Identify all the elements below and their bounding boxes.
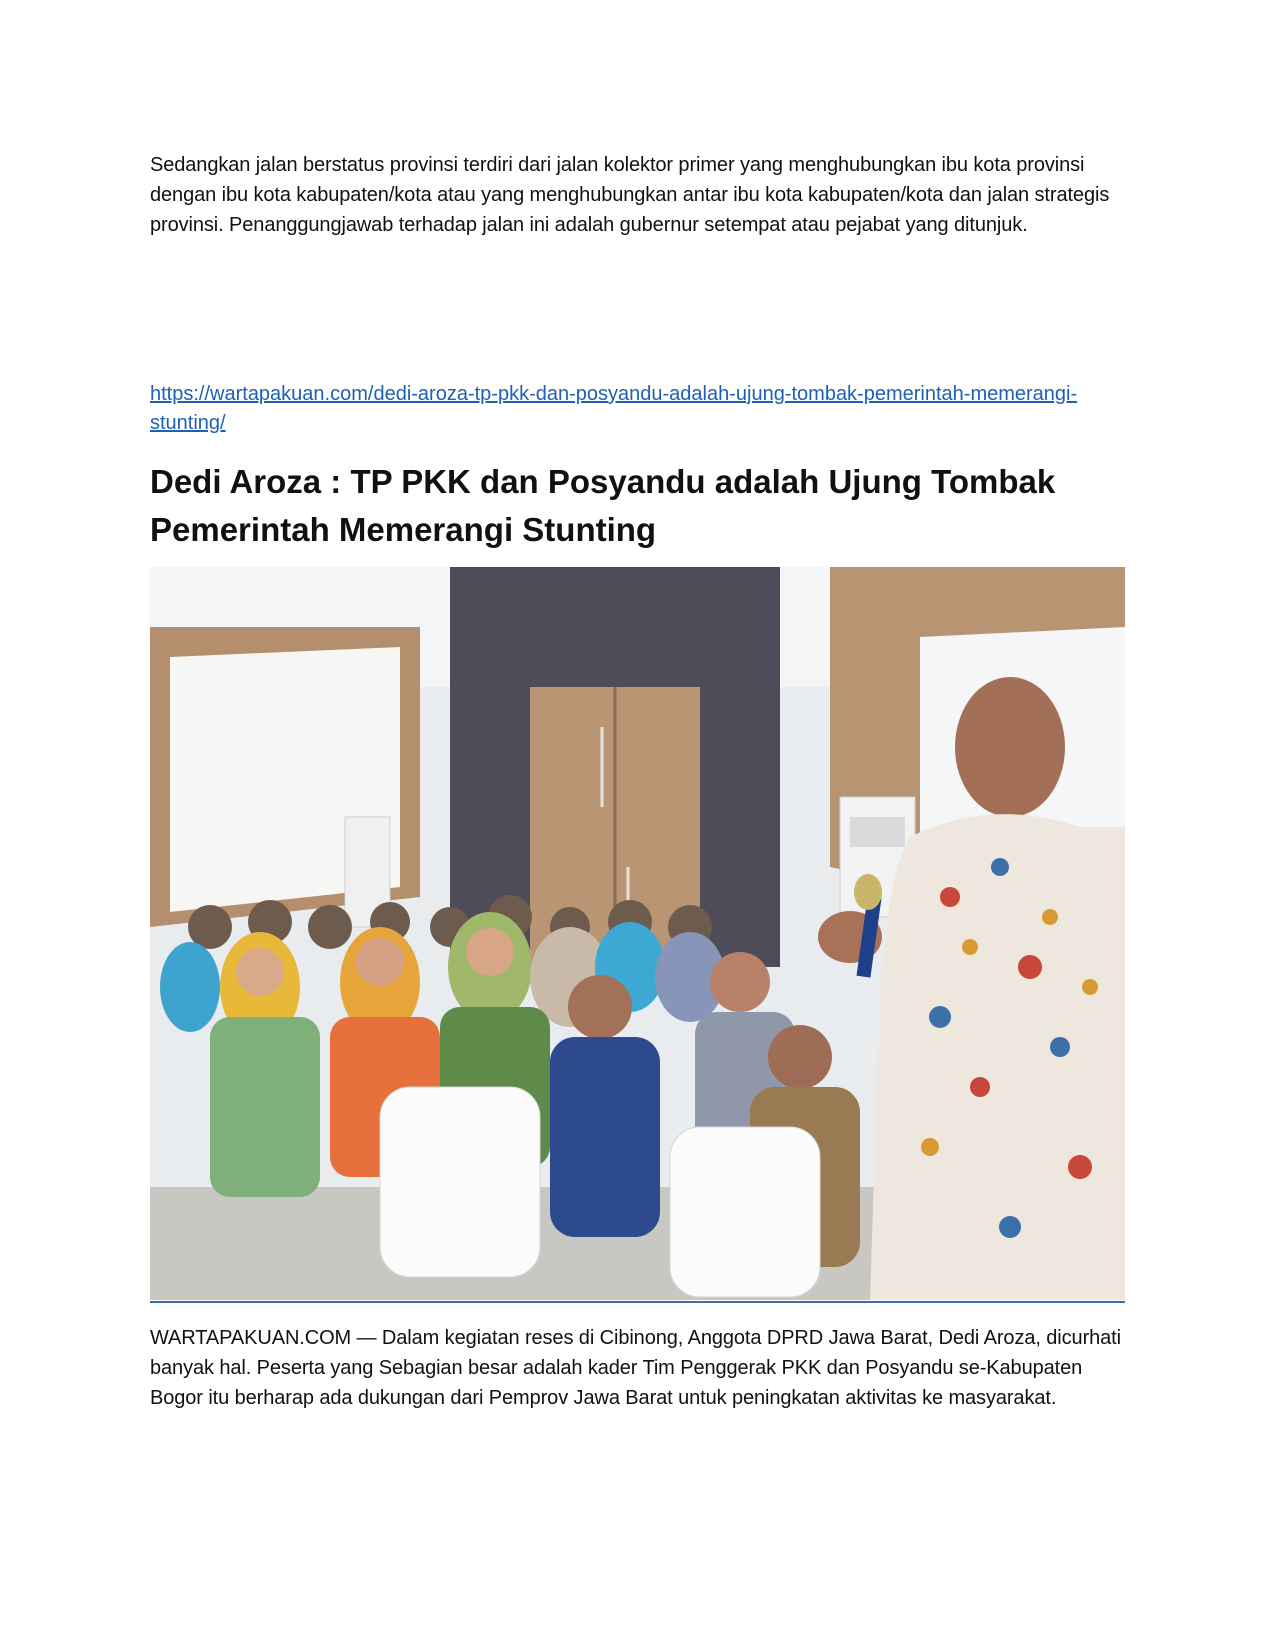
intro-paragraph: Sedangkan jalan berstatus provinsi terdiri dari jalan kolektor primer yang menghubungkan ibu kota provinsi dengan ibu kota kabupaten/kota atau yang menghubungkan antar ibu kota kabupaten/kota dan jalan strategis provinsi. Penanggungjawab terhadap jalan ini adalah gubernur setempat atau pejabat yang ditunjuk. [150, 154, 1110, 236]
source-link-container [150, 380, 1125, 438]
photo-illustration [150, 567, 1125, 1300]
article-title: Dedi Aroza : TP PKK dan Posyandu adalah Ujung Tombak Pemerintah Memerangi Stunting [150, 463, 1056, 548]
source-link[interactable]: https://wartapakuan.com/dedi-aroza-tp-pkk-dan-posyandu-adalah-ujung-tombak-pemerintah-memerangi-stunting/ [150, 383, 1078, 434]
article-body-paragraph: WARTAPAKUAN.COM — Dalam kegiatan reses di Cibinong, Anggota DPRD Jawa Barat, Dedi Aroza, dicurhati banyak hal. Peserta yang Sebagian besar adalah kader Tim Penggerak PKK dan Posyandu se-Kabupaten Bogor itu berharap ada dukungan dari Pemprov Jawa Barat untuk peningkatan aktivitas ke masyarakat. [150, 1327, 1121, 1409]
image-caption-rule [150, 1301, 1125, 1303]
article-photo [150, 567, 1125, 1300]
